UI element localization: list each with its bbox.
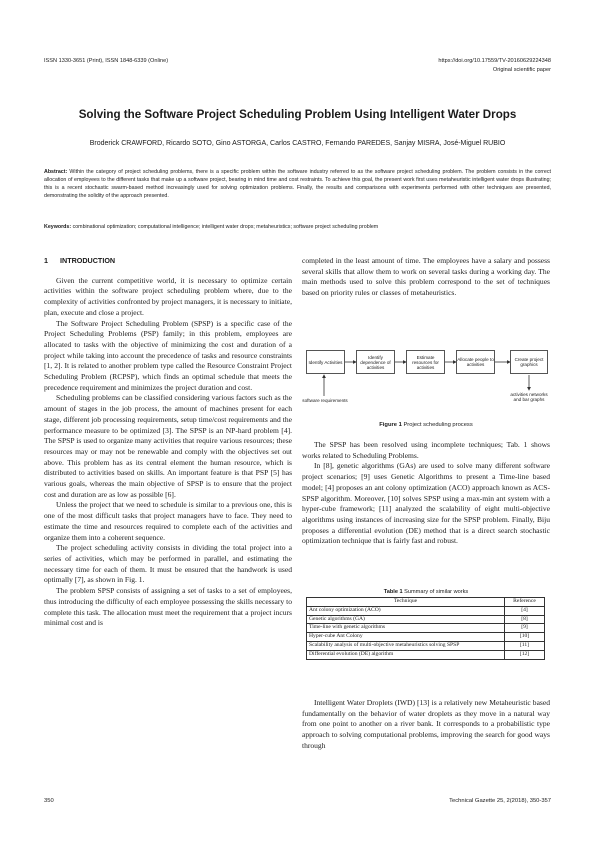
right-column-top	[302, 256, 550, 299]
figure-output-label: activities networks and bar graphs	[510, 392, 548, 403]
paragraph: In [8], genetic algorithms (GAs) are used to solve many different software project scenarios; [9] uses Genetic Algorithms to present a Time-line based model; [4] proposes an ant colony optimization (ACO) approach known as ACS-SPSP algorithm. Moreover, [10] solves SPSP using a max-min ant system with a hyper-cube framework; [11] analyzed the scalability of eight multi-objective algorithms using instances of increasing size for the SPSP problem. Finally, Biju proposes a differential evolution (DE) method that is a direct search stochastic optimization technique that is fairly fast and robust.	[302, 461, 550, 546]
table-header: Reference	[505, 598, 545, 607]
table-cell: Genetic algorithms (GA)	[307, 615, 505, 624]
table-header: Technique	[307, 598, 505, 607]
table-caption-label: Table 1	[383, 589, 403, 595]
flow-box-estimate-resources: Estimate resources for activities	[406, 350, 445, 374]
summary-table	[306, 597, 545, 660]
table-caption	[302, 589, 550, 595]
table-cell: [9]	[505, 624, 545, 633]
table-cell: [12]	[505, 650, 545, 659]
figure-caption-label: Figure 1	[379, 422, 402, 428]
table-cell: [10]	[505, 633, 545, 642]
keywords-label: Keywords:	[44, 224, 72, 230]
section-number: 1	[44, 256, 48, 265]
doi-link[interactable]: https://doi.org/10.17559/TV-20160629224348	[438, 58, 551, 64]
flow-box-identify-dependence: Identify dependence of activities	[356, 350, 395, 374]
paragraph: The SPSP has been resolved using incomplete techniques; Tab. 1 shows works related to Scheduling Problems.	[302, 440, 550, 460]
paragraph: completed in the least amount of time. The employees have a salary and possess several skills that allow them to work on several tasks during a working day. The main methods used to solve this problem correspond to the set of techniques based on priority rules or classes of metaheuristics.	[302, 256, 550, 298]
paragraph: Intelligent Water Droplets (IWD) [13] is a relatively new Metaheuristic based fundamentally on the behavior of water droplets as they move in a natural way from one point to another on a river bank. It corresponds to a probabilistic type approach to solving computational problems, improving the search for good ways through	[302, 698, 550, 750]
keywords-text: combinational optimization; computational intelligence; intelligent water drops; metaheuristics; software project scheduling problem	[71, 224, 379, 230]
figure-arrows	[302, 336, 550, 416]
right-column-bottom	[302, 698, 550, 752]
table-cell: Differential evolution (DE) algorithm	[307, 650, 505, 659]
figure-caption	[302, 422, 550, 428]
figure-input-label: software requirements	[302, 398, 348, 403]
flow-box-allocate-people: Allocate people to activities	[456, 350, 495, 374]
table-row	[307, 624, 545, 633]
paragraph: Scheduling problems can be classified considering various factors such as the amount of stages in the job process, the amount of machines present for each stage, different job processing requirements, setup time/cost requirements and the performance measure to be optimized [3]. The SPSP is an NP-hard problem [4]. The SPSP is used to organize many activities that require various resources; these resources may or may not be renewable and comply with the objectives set out above. This problem has as its central element the human resource, which is distributed to activities based on skills. An important feature is that PSP [5] has various goals, whereas the main objective of SPSP is to ensure that the project cost and duration are as low as possible [6].	[44, 393, 292, 499]
table-header-row	[307, 598, 545, 607]
table-row	[307, 650, 545, 659]
right-column-mid	[302, 440, 550, 547]
figure-1	[302, 336, 550, 416]
abstract-text: Within the category of project scheduling problems, there is a specific problem within the software industry referred to as the software project scheduling problem. The problem consists in the correct allocation of employees to the different tasks that make up a software project, bearing in mind time and cost restraints. To achieve this goal, the present work first uses metaheuristic intelligent water drops illustrating; this is a recent stochastic swarm-based method increasingly used for solving optimization problems. Finally, the results and comparisons with experiments performed with other techniques are presented, demonstrating the solidity of the approach presented.	[44, 169, 551, 200]
table-cell: [8]	[505, 615, 545, 624]
table-row	[307, 615, 545, 624]
author-list: Broderick CRAWFORD, Ricardo SOTO, Gino ASTORGA, Carlos CASTRO, Fernando PAREDES, Sanjay MISRA, José-Miguel RUBIO	[89, 140, 506, 147]
table-row	[307, 633, 545, 642]
flow-box-create-graphics: Create project graphics	[510, 350, 548, 374]
table-cell: Hyper-cube Ant Colony	[307, 633, 505, 642]
figure-caption-text: Project scheduling process	[401, 422, 473, 428]
section-title: INTRODUCTION	[60, 256, 116, 265]
table-cell: Scalability analysis of multi-objective metaheuristics solving SPSP	[307, 641, 505, 650]
paper-type: Original scientific paper	[492, 67, 551, 73]
paragraph: Unless the project that we need to schedule is similar to a previous one, this is one of the most difficult tasks that project managers have to face. They need to estimate the time and resources required to complete each of the activities and organize them into a coherent sequence.	[44, 500, 292, 542]
issn-line: ISSN 1330-3651 (Print), ISSN 1848-6339 (Online)	[44, 58, 169, 64]
table-row	[307, 641, 545, 650]
table-cell: Time-line with genetic algorithms	[307, 624, 505, 633]
abstract	[44, 168, 551, 200]
table-cell: [11]	[505, 641, 545, 650]
page-number: 350	[44, 798, 54, 804]
keywords	[44, 223, 551, 231]
abstract-label: Abstract:	[44, 169, 68, 175]
table-row	[307, 606, 545, 615]
paragraph: The Software Project Scheduling Problem (SPSP) is a specific case of the Project Scheduling Problems (PSP) family; in this problem, employees are allocated to tasks with the objective of minimizing the cost and duration of a project while taking into account the precedence of tasks and resource constraints [1, 2]. It is related to another problem type called the Resource Constraint Project Scheduling Problem (RCPSP), which finds an optimal schedule that meets the precedence requirement and minimizes the project duration and cost.	[44, 318, 292, 392]
paragraph: Given the current competitive world, it is necessary to optimize certain activities within the software project scheduling problem where, due to the complexity of activities confronted by project managers, it is necessary to initiate, plan, execute and close a project.	[44, 275, 292, 317]
paper-title: Solving the Software Project Scheduling Problem Using Intelligent Water Drops	[78, 108, 517, 121]
section-heading	[44, 256, 292, 267]
paragraph: The problem SPSP consists of assigning a set of tasks to a set of employees, thus introducing the difficulty of each employee possessing the skills necessary to complete this task. The allocation must meet the requirement that a project incurs minimal cost and is	[44, 586, 292, 628]
paragraph: The project scheduling activity consists in dividing the total project into a series of activities, which may be performed in parallel, and estimating the necessary time for each of them. It must be ensured that the handwork is used optimally [7], as shown in Fig. 1.	[44, 543, 292, 585]
table-caption-text: Summary of similar works	[402, 589, 469, 595]
table-cell: [4]	[505, 606, 545, 615]
journal-citation: Technical Gazette 25, 2(2018), 350-357	[449, 798, 551, 804]
flow-box-identify-activities: Identify Activities	[306, 350, 345, 374]
table-cell: Ant colony optimization (ACO)	[307, 606, 505, 615]
left-column	[44, 256, 292, 629]
